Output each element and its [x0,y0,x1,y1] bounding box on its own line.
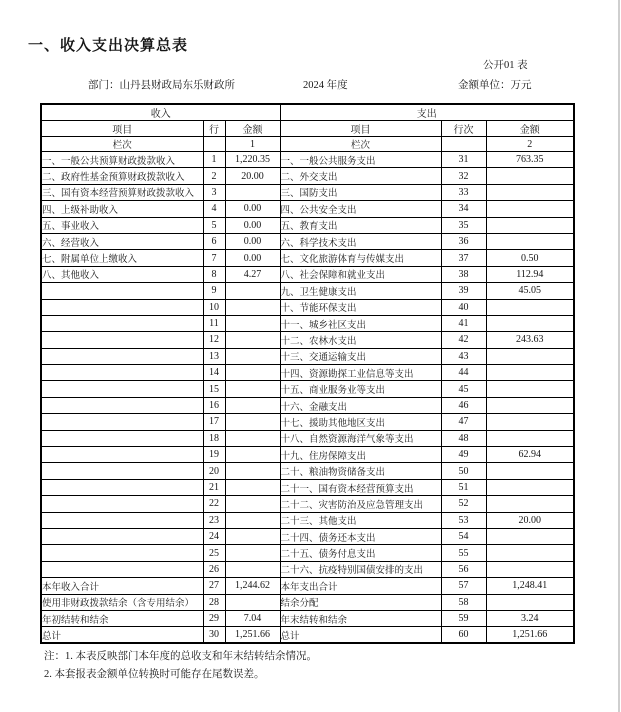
expense-rowno-cell: 54 [441,528,486,544]
expense-rowno-cell: 59 [441,610,486,626]
income-amount-cell: 20.00 [225,168,280,184]
table-row [41,315,574,331]
table-row [41,463,574,479]
income-item-cell: 使用非财政拨款结余（含专用结余） [41,594,203,610]
expense-rowno-cell: 55 [441,545,486,561]
expense-amount-cell: 243.63 [486,332,574,348]
income-item-cell [41,496,203,512]
expense-amount-cell [486,561,574,577]
expense-amount-cell: 763.35 [486,152,574,168]
income-item-cell [41,381,203,397]
expense-item-cell: 二十五、债务付息支出 [280,545,441,561]
expense-amount-cell [486,299,574,315]
income-rowno-cell: 9 [203,283,225,299]
income-item-cell: 六、经营收入 [41,233,203,249]
income-rowno-cell: 16 [203,397,225,413]
income-rowno-cell: 23 [203,512,225,528]
income-item-cell [41,315,203,331]
expense-item-cell: 十六、金融支出 [280,397,441,413]
expense-item-cell: 十二、农林水支出 [280,332,441,348]
income-amount-cell [225,528,280,544]
expense-rowno-cell: 45 [441,381,486,397]
expense-item-cell: 一、一般公共服务支出 [280,152,441,168]
table-row [41,217,574,233]
expense-amount-cell [486,414,574,430]
income-amount-cell [225,365,280,381]
expense-amount-cell [486,397,574,413]
income-item-cell [41,365,203,381]
expense-amount-cell: 1,251.66 [486,627,574,643]
expense-rowno-cell: 52 [441,496,486,512]
income-amount-cell [225,430,280,446]
expense-amount-cell [486,528,574,544]
expense-rowno-cell: 33 [441,184,486,200]
banci-blank-income [203,137,225,152]
income-amount-cell: 0.00 [225,217,280,233]
table-row [41,283,574,299]
expense-rowno-cell: 53 [441,512,486,528]
income-rowno-cell: 2 [203,168,225,184]
table-row [41,348,574,364]
income-amount-cell: 4.27 [225,266,280,282]
department-label: 部门：山丹县财政局东乐财政所 [88,80,235,91]
note-line-2: 2. 本套报表金额单位转换时可能存在尾数误差。 [44,669,265,680]
table-row [41,414,574,430]
table-row [41,594,574,610]
expense-amount-cell: 20.00 [486,512,574,528]
expense-amount-cell: 62.94 [486,447,574,463]
income-rowno-cell: 12 [203,332,225,348]
expense-item-cell: 二、外交支出 [280,168,441,184]
expense-item-cell: 二十三、其他支出 [280,512,441,528]
income-rowno-cell: 15 [203,381,225,397]
expense-rowno-cell: 58 [441,594,486,610]
expense-amount-cell [486,594,574,610]
income-rowno-cell: 4 [203,201,225,217]
expense-rowno-cell: 38 [441,266,486,282]
income-item-cell: 一、一般公共预算财政拨款收入 [41,152,203,168]
expense-rowno-cell: 48 [441,430,486,446]
income-amount-cell [225,545,280,561]
expense-amount-cell [486,496,574,512]
expense-item-cell: 二十二、灾害防治及应急管理支出 [280,496,441,512]
expense-item-cell: 年末结转和结余 [280,610,441,626]
expense-item-cell: 七、文化旅游体育与传媒支出 [280,250,441,266]
income-rowno-cell: 19 [203,447,225,463]
banci-label-expense: 栏次 [280,137,441,152]
expense-item-cell: 三、国防支出 [280,184,441,200]
table-row [41,447,574,463]
income-amount-cell: 1,251.66 [225,627,280,643]
expense-rowno-cell: 35 [441,217,486,233]
table-row [41,496,574,512]
income-item-cell [41,414,203,430]
income-item-cell [41,447,203,463]
unit-label: 金额单位：万元 [458,80,532,91]
expense-amount-cell [486,233,574,249]
expense-item-cell: 十四、资源勘探工业信息等支出 [280,365,441,381]
banci-row [41,137,574,152]
expense-item-cell: 本年支出合计 [280,578,441,594]
banci-colno-expense: 2 [486,137,574,152]
income-amount-cell [225,512,280,528]
expense-rowno-cell: 44 [441,365,486,381]
income-amount-cell [225,447,280,463]
expense-item-cell: 六、科学技术支出 [280,233,441,249]
page-edge-line [618,0,620,712]
table-row [41,528,574,544]
table-row [41,332,574,348]
table-row [41,299,574,315]
expense-rowno-cell: 40 [441,299,486,315]
table-row [41,578,574,594]
table-row [41,381,574,397]
income-rowno-cell: 30 [203,627,225,643]
income-item-cell: 五、事业收入 [41,217,203,233]
expense-section-header: 支出 [280,104,574,121]
income-rowno-cell: 20 [203,463,225,479]
col-header-amount-income: 金额 [225,121,280,137]
table-row [41,512,574,528]
expense-rowno-cell: 36 [441,233,486,249]
expense-item-cell: 结余分配 [280,594,441,610]
income-amount-cell [225,315,280,331]
col-header-item-income: 项目 [41,121,203,137]
expense-amount-cell: 112.94 [486,266,574,282]
expense-item-cell: 十五、商业服务业等支出 [280,381,441,397]
income-rowno-cell: 3 [203,184,225,200]
income-amount-cell: 0.00 [225,201,280,217]
income-rowno-cell: 24 [203,528,225,544]
income-rowno-cell: 21 [203,479,225,495]
footnotes [44,648,317,684]
col-header-rowno-income: 行 [203,121,225,137]
expense-rowno-cell: 41 [441,315,486,331]
income-item-cell: 四、上级补助收入 [41,201,203,217]
expense-rowno-cell: 37 [441,250,486,266]
expense-item-cell: 总计 [280,627,441,643]
income-rowno-cell: 8 [203,266,225,282]
expense-item-cell: 十九、住房保障支出 [280,447,441,463]
table-row [41,397,574,413]
expense-rowno-cell: 49 [441,447,486,463]
banci-label-income: 栏次 [41,137,203,152]
expense-rowno-cell: 56 [441,561,486,577]
table-row [41,627,574,643]
expense-amount-cell [486,348,574,364]
expense-item-cell: 十七、援助其他地区支出 [280,414,441,430]
income-item-cell: 三、国有资本经营预算财政拨款收入 [41,184,203,200]
expense-amount-cell: 3.24 [486,610,574,626]
expense-item-cell: 二十、粮油物资储备支出 [280,463,441,479]
section-header-row [41,104,574,121]
table-row [41,365,574,381]
expense-amount-cell [486,463,574,479]
col-header-amount-expense: 金额 [486,121,574,137]
income-item-cell [41,545,203,561]
income-amount-cell [225,561,280,577]
income-rowno-cell: 25 [203,545,225,561]
table-row [41,233,574,249]
expense-item-cell: 四、公共安全支出 [280,201,441,217]
expense-item-cell: 十八、自然资源海洋气象等支出 [280,430,441,446]
page-title: 一、收入支出决算总表 [28,38,189,54]
income-item-cell [41,479,203,495]
expense-rowno-cell: 60 [441,627,486,643]
income-item-cell [41,512,203,528]
income-item-cell: 八、其他收入 [41,266,203,282]
income-item-cell [41,528,203,544]
income-item-cell [41,299,203,315]
expense-amount-cell: 1,248.41 [486,578,574,594]
col-header-item-expense: 项目 [280,121,441,137]
note-line-1: 注：1. 本表反映部门本年度的总收支和年末结转结余情况。 [44,651,317,662]
table-row [41,561,574,577]
table-row [41,545,574,561]
expense-rowno-cell: 31 [441,152,486,168]
expense-rowno-cell: 47 [441,414,486,430]
expense-rowno-cell: 51 [441,479,486,495]
summary-table [40,103,575,644]
income-rowno-cell: 18 [203,430,225,446]
expense-amount-cell [486,545,574,561]
expense-amount-cell [486,381,574,397]
expense-amount-cell [486,479,574,495]
income-amount-cell [225,479,280,495]
income-item-cell: 年初结转和结余 [41,610,203,626]
expense-rowno-cell: 46 [441,397,486,413]
table-row [41,430,574,446]
income-rowno-cell: 28 [203,594,225,610]
table-row [41,201,574,217]
expense-rowno-cell: 50 [441,463,486,479]
table-row [41,610,574,626]
expense-amount-cell: 45.05 [486,283,574,299]
expense-item-cell: 五、教育支出 [280,217,441,233]
income-amount-cell: 1,220.35 [225,152,280,168]
income-rowno-cell: 5 [203,217,225,233]
income-rowno-cell: 14 [203,365,225,381]
expense-amount-cell [486,315,574,331]
income-rowno-cell: 10 [203,299,225,315]
expense-rowno-cell: 42 [441,332,486,348]
income-rowno-cell: 7 [203,250,225,266]
income-item-cell [41,348,203,364]
table-row [41,152,574,168]
expense-amount-cell [486,217,574,233]
income-amount-cell [225,463,280,479]
expense-amount-cell [486,201,574,217]
income-rowno-cell: 6 [203,233,225,249]
income-item-cell [41,397,203,413]
expense-item-cell: 二十一、国有资本经营预算支出 [280,479,441,495]
income-amount-cell [225,348,280,364]
income-rowno-cell: 13 [203,348,225,364]
table-row [41,266,574,282]
expense-amount-cell [486,430,574,446]
doc-label: 公开01 表 [483,60,528,71]
income-item-cell: 七、附属单位上缴收入 [41,250,203,266]
income-amount-cell [225,184,280,200]
income-rowno-cell: 22 [203,496,225,512]
expense-rowno-cell: 34 [441,201,486,217]
income-amount-cell: 1,244.62 [225,578,280,594]
income-amount-cell [225,414,280,430]
year-label: 2024 年度 [303,80,348,91]
banci-colno-income: 1 [225,137,280,152]
table-row [41,168,574,184]
income-rowno-cell: 11 [203,315,225,331]
income-amount-cell [225,594,280,610]
income-amount-cell: 0.00 [225,250,280,266]
income-item-cell [41,463,203,479]
expense-item-cell: 九、卫生健康支出 [280,283,441,299]
income-amount-cell [225,299,280,315]
expense-rowno-cell: 32 [441,168,486,184]
income-item-cell [41,332,203,348]
table-row [41,479,574,495]
income-amount-cell [225,496,280,512]
income-item-cell [41,561,203,577]
expense-item-cell: 二十六、抗疫特别国债安排的支出 [280,561,441,577]
expense-rowno-cell: 43 [441,348,486,364]
table-row [41,250,574,266]
expense-item-cell: 十三、交通运输支出 [280,348,441,364]
income-amount-cell: 7.04 [225,610,280,626]
expense-amount-cell [486,184,574,200]
col-header-rowno-expense: 行次 [441,121,486,137]
income-rowno-cell: 29 [203,610,225,626]
expense-rowno-cell: 39 [441,283,486,299]
income-amount-cell [225,397,280,413]
income-amount-cell [225,332,280,348]
expense-item-cell: 十一、城乡社区支出 [280,315,441,331]
income-item-cell: 本年收入合计 [41,578,203,594]
expense-item-cell: 八、社会保障和就业支出 [280,266,441,282]
income-item-cell [41,283,203,299]
table-row [41,184,574,200]
expense-rowno-cell: 57 [441,578,486,594]
income-rowno-cell: 26 [203,561,225,577]
income-rowno-cell: 17 [203,414,225,430]
expense-item-cell: 二十四、债务还本支出 [280,528,441,544]
expense-amount-cell: 0.50 [486,250,574,266]
income-item-cell [41,430,203,446]
income-item-cell: 二、政府性基金预算财政拨款收入 [41,168,203,184]
income-section-header: 收入 [41,104,280,121]
expense-amount-cell [486,365,574,381]
income-rowno-cell: 1 [203,152,225,168]
expense-item-cell: 十、节能环保支出 [280,299,441,315]
expense-amount-cell [486,168,574,184]
banci-blank-expense [441,137,486,152]
income-rowno-cell: 27 [203,578,225,594]
income-item-cell: 总计 [41,627,203,643]
income-amount-cell [225,283,280,299]
income-amount-cell [225,381,280,397]
column-header-row [41,121,574,137]
income-amount-cell: 0.00 [225,233,280,249]
